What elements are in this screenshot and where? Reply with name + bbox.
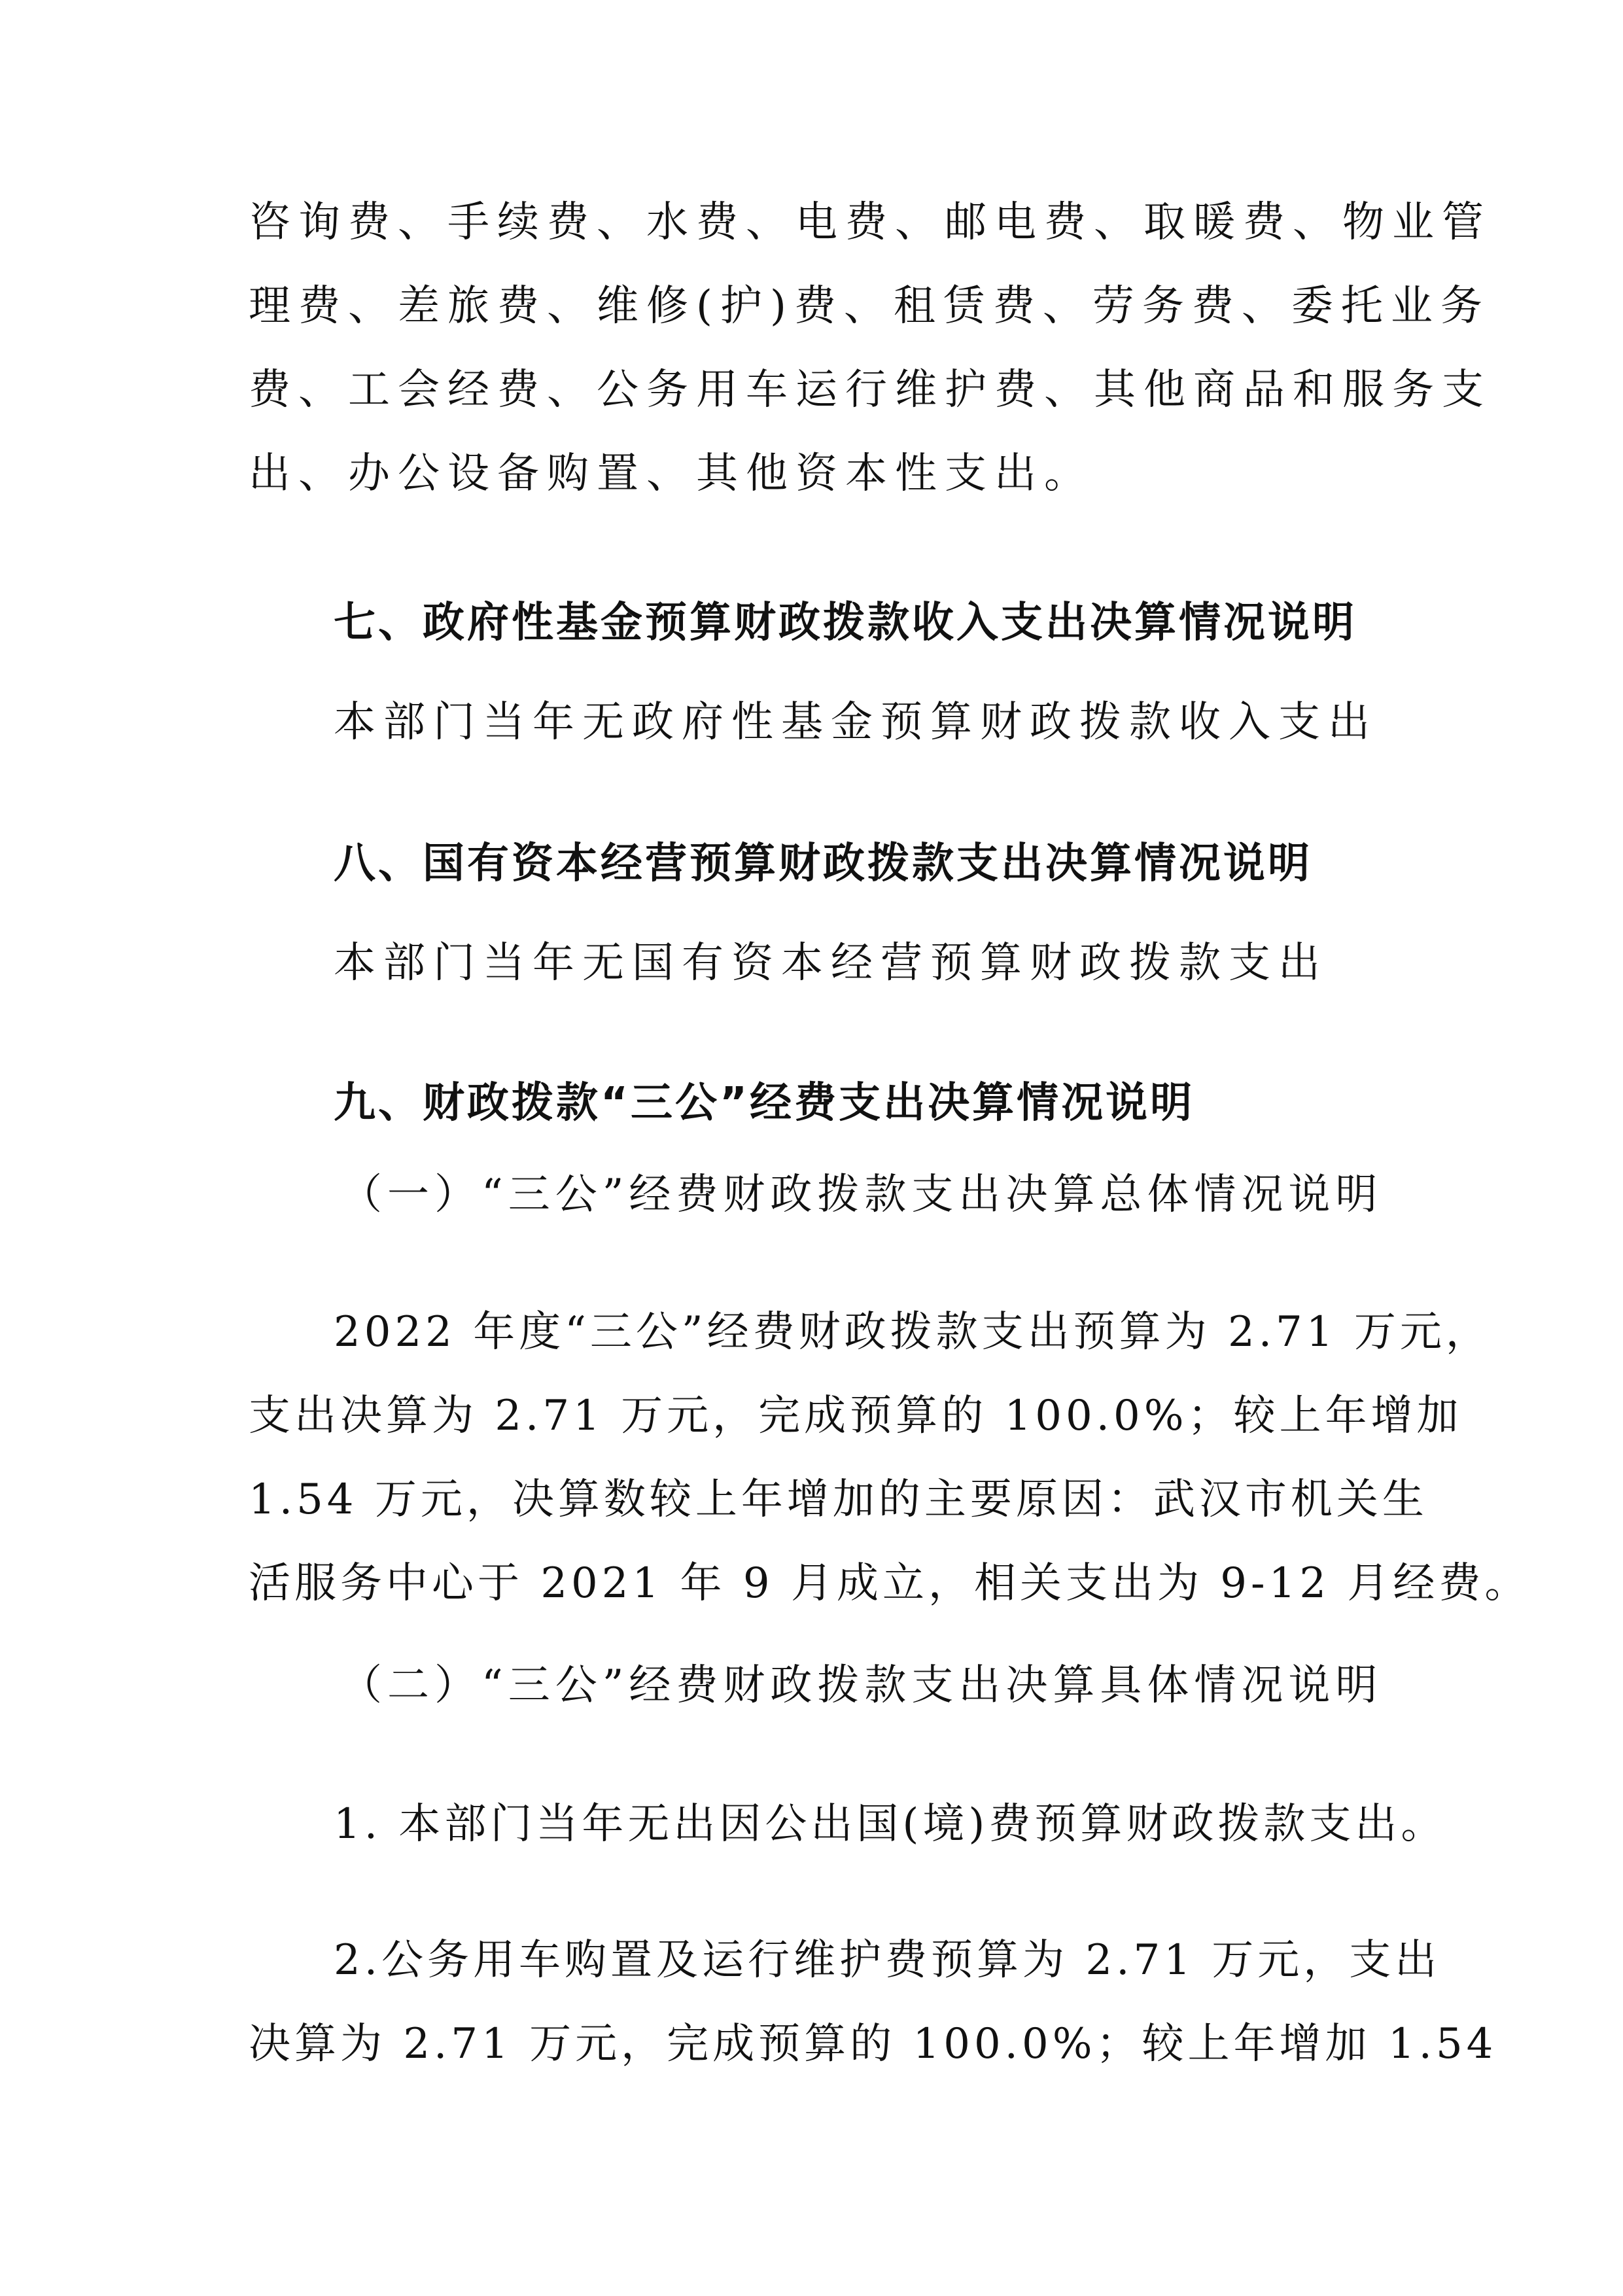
subsection-heading: （一）“三公”经费财政拨款支出决算总体情况说明 xyxy=(340,1171,1383,1219)
text-line: 费、工会经费、公务用车运行维护费、其他商品和服务支 xyxy=(249,366,1492,414)
text-line: 咨询费、手续费、水费、电费、邮电费、取暖费、物业管 xyxy=(249,198,1492,247)
section-body: 本部门当年无国有资本经营预算财政拨款支出 xyxy=(334,939,1328,987)
section-heading: 八、国有资本经营预算财政拨款支出决算情况说明 xyxy=(334,839,1312,888)
text-line: 决算为 2.71 万元，完成预算的 100.0%；较上年增加 1.54 xyxy=(249,2020,1497,2068)
text-line: 活服务中心于 2021 年 9 月成立，相关支出为 9-12 月经费。 xyxy=(249,1559,1531,1608)
section-heading: 七、政府性基金预算财政拨款收入支出决算情况说明 xyxy=(334,599,1357,647)
text-line: 1.54 万元，决算数较上年增加的主要原因：武汉市机关生 xyxy=(249,1475,1428,1524)
list-item: 1. 本部门当年无出因公出国(境)费预算财政拨款支出。 xyxy=(334,1800,1447,1848)
text-line: 出、办公设备购置、其他资本性支出。 xyxy=(249,450,1094,498)
section-body: 本部门当年无政府性基金预算财政拨款收入支出 xyxy=(334,698,1378,747)
text-line: 理费、差旅费、维修(护)费、租赁费、劳务费、委托业务 xyxy=(249,282,1490,330)
text-line: 支出决算为 2.71 万元，完成预算的 100.0%；较上年增加 xyxy=(249,1392,1463,1440)
section-heading: 九、财政拨款“三公”经费支出决算情况说明 xyxy=(334,1079,1195,1127)
list-item: 2.公务用车购置及运行维护费预算为 2.71 万元，支出 xyxy=(334,1936,1441,1985)
text-line: 2022 年度“三公”经费财政拨款支出预算为 2.71 万元， xyxy=(334,1308,1492,1356)
subsection-heading: （二）“三公”经费财政拨款支出决算具体情况说明 xyxy=(340,1661,1383,1710)
